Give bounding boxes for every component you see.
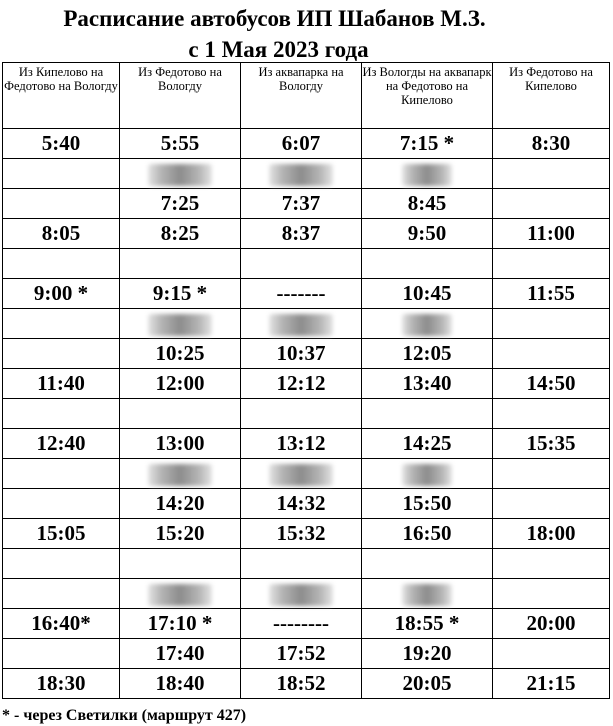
time-cell bbox=[362, 459, 493, 489]
table-row bbox=[3, 159, 610, 189]
time-cell: 20:05 bbox=[362, 669, 493, 699]
time-cell bbox=[241, 579, 362, 609]
time-cell: 13:00 bbox=[120, 429, 241, 459]
redacted-time bbox=[148, 164, 212, 186]
time-cell bbox=[120, 399, 241, 429]
time-cell: 20:00 bbox=[493, 609, 610, 639]
time-cell bbox=[493, 549, 610, 579]
time-cell bbox=[3, 579, 120, 609]
table-row bbox=[3, 459, 610, 489]
time-cell bbox=[120, 159, 241, 189]
time-cell bbox=[241, 549, 362, 579]
time-cell: 11:00 bbox=[493, 219, 610, 249]
time-cell: 8:05 bbox=[3, 219, 120, 249]
time-cell: 6:07 bbox=[241, 129, 362, 159]
time-cell bbox=[241, 399, 362, 429]
table-row bbox=[3, 669, 610, 699]
time-cell bbox=[120, 249, 241, 279]
time-cell bbox=[3, 159, 120, 189]
column-header: Из аквапарка на Вологду bbox=[241, 63, 362, 129]
time-cell bbox=[362, 309, 493, 339]
time-cell: 7:37 bbox=[241, 189, 362, 219]
redacted-time bbox=[402, 314, 452, 336]
time-cell: 5:40 bbox=[3, 129, 120, 159]
redacted-time bbox=[269, 164, 333, 186]
table-row bbox=[3, 549, 610, 579]
time-cell: ------- bbox=[241, 279, 362, 309]
time-cell bbox=[493, 489, 610, 519]
time-cell bbox=[3, 639, 120, 669]
time-cell: 18:55 * bbox=[362, 609, 493, 639]
time-cell bbox=[3, 549, 120, 579]
time-cell: 18:52 bbox=[241, 669, 362, 699]
time-cell bbox=[3, 399, 120, 429]
table-row bbox=[3, 579, 610, 609]
time-cell: 21:15 bbox=[493, 669, 610, 699]
time-cell bbox=[3, 459, 120, 489]
table-row bbox=[3, 639, 610, 669]
time-cell bbox=[241, 309, 362, 339]
time-cell: 18:40 bbox=[120, 669, 241, 699]
time-cell bbox=[493, 639, 610, 669]
time-cell bbox=[120, 579, 241, 609]
table-row bbox=[3, 219, 610, 249]
time-cell: 15:35 bbox=[493, 429, 610, 459]
time-cell bbox=[362, 549, 493, 579]
time-cell bbox=[241, 159, 362, 189]
time-cell: 12:00 bbox=[120, 369, 241, 399]
time-cell bbox=[3, 249, 120, 279]
redacted-time bbox=[402, 164, 452, 186]
redacted-time bbox=[269, 314, 333, 336]
time-cell: 15:32 bbox=[241, 519, 362, 549]
redacted-time bbox=[148, 314, 212, 336]
time-cell bbox=[120, 309, 241, 339]
time-cell: 8:45 bbox=[362, 189, 493, 219]
schedule-table bbox=[2, 62, 610, 699]
time-cell bbox=[241, 459, 362, 489]
time-cell: 15:20 bbox=[120, 519, 241, 549]
time-cell bbox=[493, 249, 610, 279]
table-row bbox=[3, 399, 610, 429]
table-row bbox=[3, 609, 610, 639]
table-row bbox=[3, 249, 610, 279]
column-header: Из Федотово на Кипелово bbox=[493, 63, 610, 129]
time-cell bbox=[362, 159, 493, 189]
time-cell bbox=[493, 189, 610, 219]
time-cell: 8:25 bbox=[120, 219, 241, 249]
time-cell: 12:40 bbox=[3, 429, 120, 459]
time-cell: 7:15 * bbox=[362, 129, 493, 159]
table-row bbox=[3, 279, 610, 309]
column-header: Из Федотово на Вологду bbox=[120, 63, 241, 129]
time-cell: 10:25 bbox=[120, 339, 241, 369]
time-cell: 13:12 bbox=[241, 429, 362, 459]
table-header-row bbox=[3, 63, 610, 129]
redacted-time bbox=[402, 464, 452, 486]
time-cell: 12:12 bbox=[241, 369, 362, 399]
time-cell: 9:50 bbox=[362, 219, 493, 249]
time-cell bbox=[241, 249, 362, 279]
time-cell: 15:50 bbox=[362, 489, 493, 519]
table-row bbox=[3, 489, 610, 519]
time-cell: 19:20 bbox=[362, 639, 493, 669]
time-cell bbox=[362, 579, 493, 609]
time-cell bbox=[3, 489, 120, 519]
time-cell: 5:55 bbox=[120, 129, 241, 159]
time-cell: 16:50 bbox=[362, 519, 493, 549]
time-cell: 17:40 bbox=[120, 639, 241, 669]
time-cell: 14:20 bbox=[120, 489, 241, 519]
time-cell: 9:15 * bbox=[120, 279, 241, 309]
time-cell bbox=[493, 579, 610, 609]
time-cell: 9:00 * bbox=[3, 279, 120, 309]
table-row bbox=[3, 429, 610, 459]
redacted-time bbox=[402, 584, 452, 606]
time-cell: 16:40* bbox=[3, 609, 120, 639]
time-cell: 18:30 bbox=[3, 669, 120, 699]
column-header: Из Кипелово на Федотово на Вологду bbox=[3, 63, 120, 129]
time-cell: 17:52 bbox=[241, 639, 362, 669]
time-cell bbox=[362, 399, 493, 429]
time-cell: 10:37 bbox=[241, 339, 362, 369]
table-row bbox=[3, 129, 610, 159]
time-cell bbox=[493, 309, 610, 339]
time-cell: 14:50 bbox=[493, 369, 610, 399]
time-cell: 18:00 bbox=[493, 519, 610, 549]
time-cell bbox=[493, 339, 610, 369]
time-cell: 14:25 bbox=[362, 429, 493, 459]
page-subtitle: с 1 Мая 2023 года bbox=[188, 37, 369, 62]
time-cell: 8:30 bbox=[493, 129, 610, 159]
schedule-body bbox=[3, 129, 610, 699]
time-cell bbox=[3, 339, 120, 369]
time-cell bbox=[3, 309, 120, 339]
time-cell bbox=[362, 249, 493, 279]
time-cell bbox=[120, 459, 241, 489]
time-cell: -------- bbox=[241, 609, 362, 639]
table-row bbox=[3, 339, 610, 369]
time-cell: 8:37 bbox=[241, 219, 362, 249]
time-cell bbox=[493, 159, 610, 189]
time-cell: 10:45 bbox=[362, 279, 493, 309]
redacted-time bbox=[148, 584, 212, 606]
time-cell bbox=[3, 189, 120, 219]
time-cell: 12:05 bbox=[362, 339, 493, 369]
table-row bbox=[3, 189, 610, 219]
time-cell bbox=[120, 549, 241, 579]
time-cell: 11:40 bbox=[3, 369, 120, 399]
redacted-time bbox=[269, 584, 333, 606]
time-cell: 15:05 bbox=[3, 519, 120, 549]
time-cell: 14:32 bbox=[241, 489, 362, 519]
time-cell: 17:10 * bbox=[120, 609, 241, 639]
table-row bbox=[3, 309, 610, 339]
time-cell: 7:25 bbox=[120, 189, 241, 219]
time-cell bbox=[493, 459, 610, 489]
time-cell: 13:40 bbox=[362, 369, 493, 399]
column-header: Из Вологды на аквапарк на Федотово на Кипелово bbox=[362, 63, 493, 129]
time-cell: 11:55 bbox=[493, 279, 610, 309]
table-row bbox=[3, 519, 610, 549]
footnote: * - через Светилки (маршрут 427) bbox=[2, 707, 247, 724]
time-cell bbox=[493, 399, 610, 429]
table-row bbox=[3, 369, 610, 399]
redacted-time bbox=[148, 464, 212, 486]
redacted-time bbox=[269, 464, 333, 486]
page-title: Расписание автобусов ИП Шабанов М.З. bbox=[63, 6, 486, 31]
